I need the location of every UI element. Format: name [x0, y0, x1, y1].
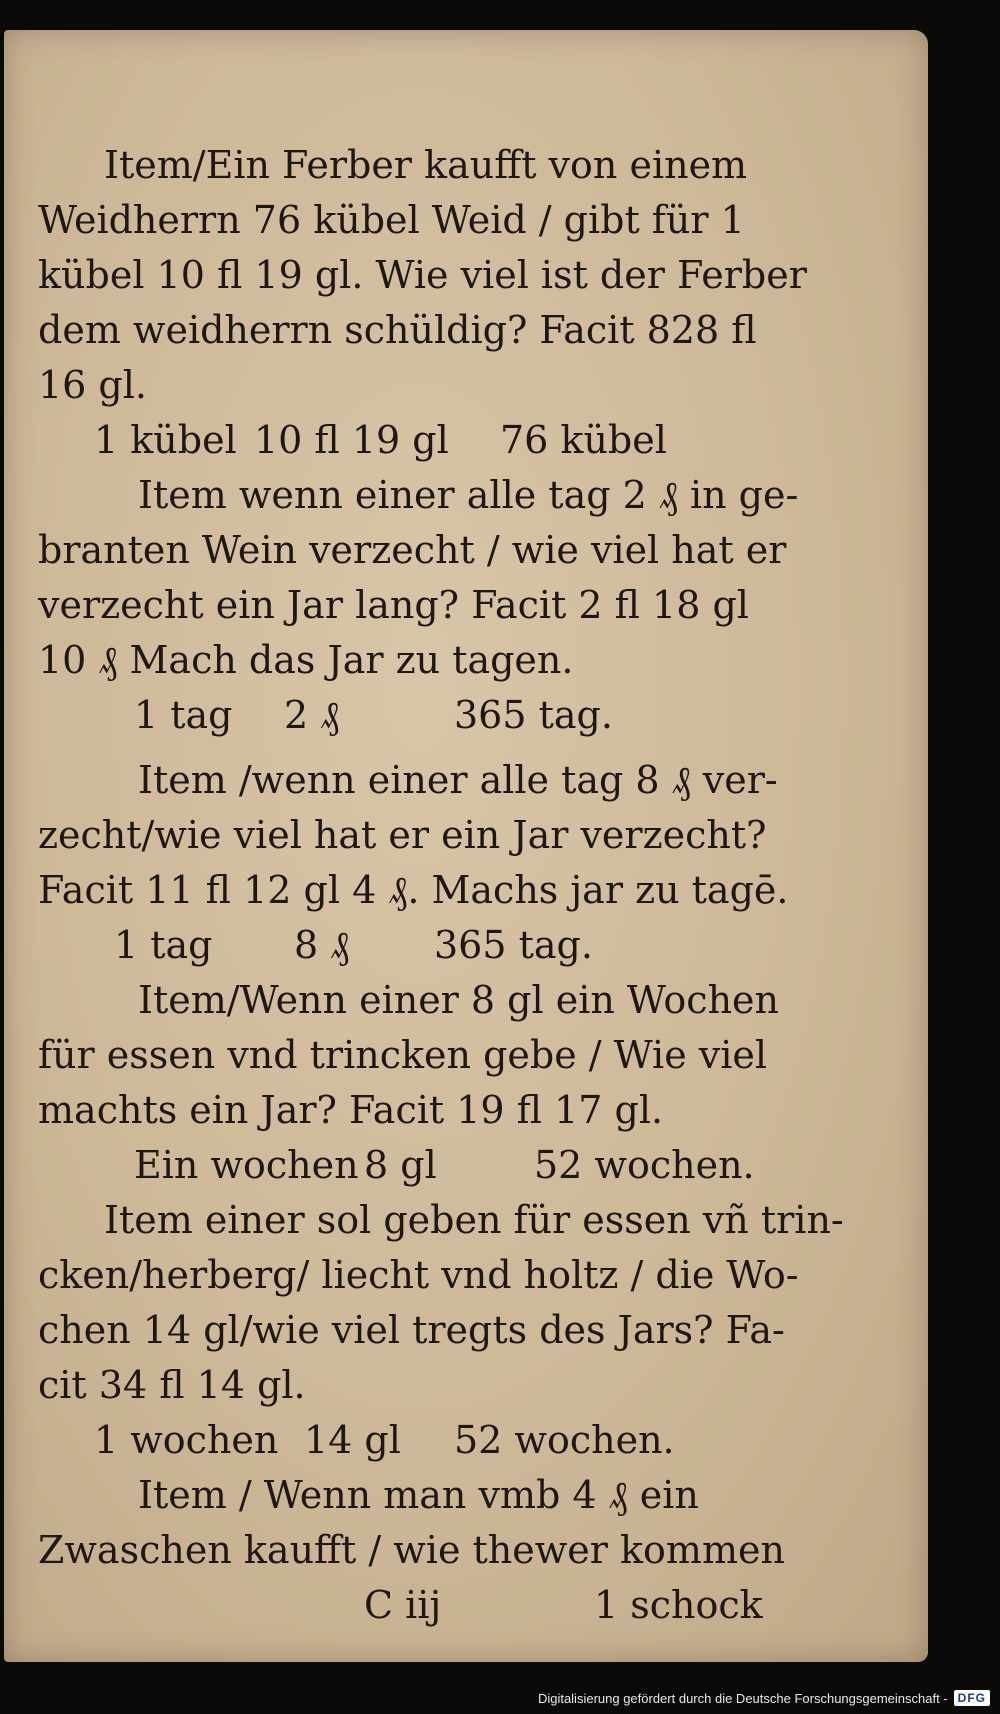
calculation-row	[38, 1413, 738, 1468]
text-line: kübel 10 fl 19 gl. Wie viel ist der Ferber	[38, 253, 807, 297]
calc-term: 52 wochen.	[534, 1143, 755, 1187]
dfg-logo-icon: DFG	[954, 1690, 990, 1706]
paragraph-2	[38, 468, 799, 743]
calc-term: 1 tag	[114, 923, 213, 967]
text-line: machts ein Jar? Facit 19 fl 17 gl.	[38, 1088, 664, 1132]
text-line: dem weidherrn schüldig? Facit 828 fl	[38, 308, 757, 352]
calculation-row	[38, 413, 738, 468]
text-line: cken/herberg/ liecht vnd holtz / die Wo-	[38, 1253, 799, 1297]
paragraph-5	[38, 1193, 844, 1468]
calc-term: 2 ₰	[284, 693, 340, 737]
calc-term: 14 gl	[304, 1418, 401, 1462]
text-line: Item/Wenn einer 8 gl ein Wochen	[138, 978, 780, 1022]
text-line: Item wenn einer alle tag 2 ₰ in ge-	[138, 473, 799, 517]
calc-term: 10 fl 19 gl	[254, 418, 449, 462]
text-line: 16 gl.	[38, 363, 147, 407]
text-line: zecht/wie viel hat er ein Jar verzecht?	[38, 813, 767, 857]
text-line: cit 34 fl 14 gl.	[38, 1363, 306, 1407]
text-line: chen 14 gl/wie viel tregts des Jars? Fa-	[38, 1308, 785, 1352]
text-line: für essen vnd trincken gebe / Wie viel	[38, 1033, 768, 1077]
calculation-row	[38, 688, 738, 743]
paragraph-3	[38, 753, 789, 973]
calc-term: 1 tag	[134, 693, 233, 737]
calc-term: 1 kübel	[94, 418, 237, 462]
text-line: Facit 11 fl 12 gl 4 ₰. Machs jar zu tagē.	[38, 868, 789, 912]
signature-row	[38, 1578, 763, 1633]
calc-term: Ein wochen	[134, 1143, 359, 1187]
paragraph-1	[38, 138, 807, 468]
digitization-credit	[538, 1690, 990, 1706]
text-line: Weidherrn 76 kübel Weid / gibt für 1	[38, 198, 745, 242]
calc-term: 365 tag.	[454, 693, 613, 737]
paragraph-4	[38, 973, 780, 1193]
signature-mark: C iij	[364, 1583, 442, 1627]
text-line: 10 ₰ Mach das Jar zu tagen.	[38, 638, 574, 682]
calc-term: 8 ₰	[294, 923, 350, 967]
text-line: verzecht ein Jar lang? Facit 2 fl 18 gl	[38, 583, 749, 627]
page-text	[38, 138, 844, 1633]
text-line: branten Wein verzecht / wie viel hat er	[38, 528, 787, 572]
calculation-row	[38, 1138, 755, 1193]
text-line: Item einer sol geben für essen vñ trin-	[104, 1198, 844, 1242]
text-line: Item /wenn einer alle tag 8 ₰ ver-	[138, 758, 778, 802]
paragraph-6	[38, 1468, 785, 1633]
book-page	[4, 30, 928, 1662]
calc-term: 8 gl	[364, 1143, 437, 1187]
calculation-row	[38, 918, 738, 973]
calc-term: 76 kübel	[500, 418, 667, 462]
calc-term: 365 tag.	[434, 923, 593, 967]
text-line: Zwaschen kaufft / wie thewer kommen	[38, 1528, 785, 1572]
calc-term: 52 wochen.	[454, 1418, 675, 1462]
paragraph-gap	[38, 743, 738, 753]
catchword: 1 schock	[594, 1583, 763, 1627]
calc-term: 1 wochen	[94, 1418, 279, 1462]
text-line: Item/Ein Ferber kaufft von einem	[104, 143, 748, 187]
credit-text: Digitalisierung gefördert durch die Deutsche Forschungsgemeinschaft -	[537, 1690, 948, 1706]
text-line: Item / Wenn man vmb 4 ₰ ein	[138, 1473, 699, 1517]
